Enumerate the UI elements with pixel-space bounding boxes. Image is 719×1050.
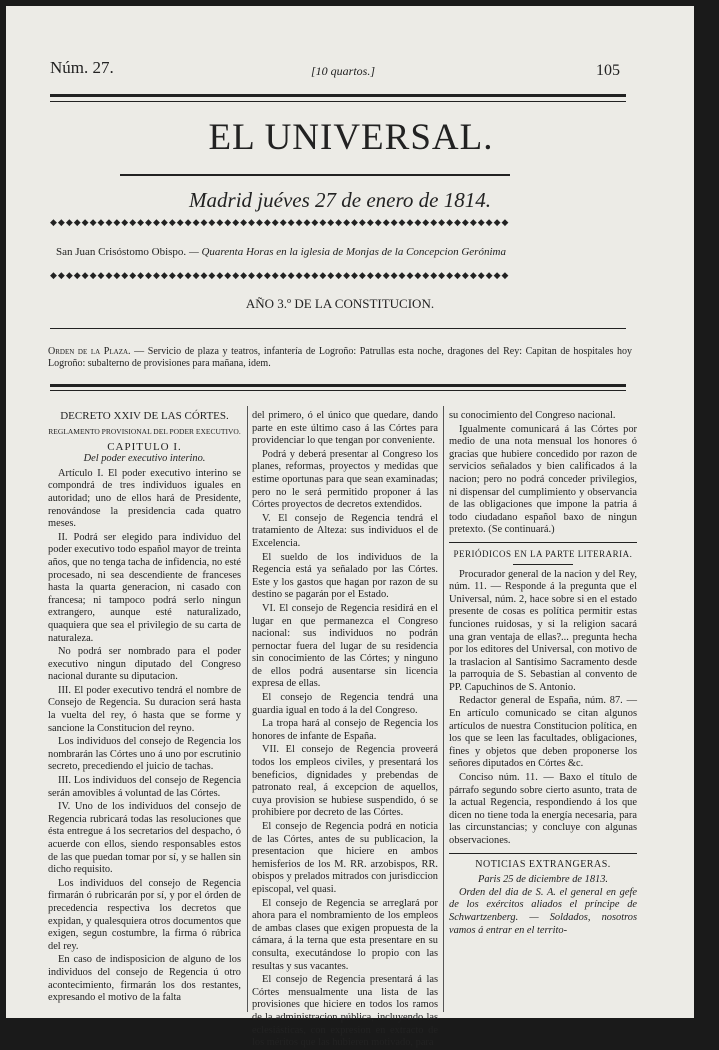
article-paragraph: III. Los individuos del consejo de Regencia serán amovibles á voluntad de las Córtes.: [48, 775, 241, 799]
periodical-review: Conciso núm. 11. — Baxo el título de párrafo segundo sobre cierto asunto, trata de la actual Regencia, respondiendo á los que dicen no tiene toda la energía necesaria, para las circunstancias; y concluye con algunas observaciones.: [449, 772, 637, 846]
section-rule: [449, 853, 637, 854]
article-paragraph: IV. Uno de los individuos del consejo de Regencia rubricará todas las resoluciones que ésta entregue á los secretarios del despacho, ó acuerde con ellos, siendo responsables estos de las que puedan tomar por sí, y se hallen sin dicho requisito.: [48, 801, 241, 876]
top-rule-thin: [50, 101, 626, 102]
article-paragraph: VI. El consejo de Regencia residirá en el lugar en que permanezca el Congreso nacional: sus individuos no podrán pernoctar fuera del lugar de su residencia sin conocimiento de las Córtes; y ninguno de ellos podrá ausentarse sin licencia expresa de ellas.: [252, 602, 438, 690]
noticias-heading: NOTICIAS EXTRANGERAS.: [475, 858, 611, 870]
periodical-review: Procurador general de la nacion y del Rey, núm. 11. — Responde á la pregunta que el Universal, núm. 2, hace sobre si en el estado presente de cosas es política permitir estas funciones ruidosas, y si la religion sacará una gran ventaja de ellas?... pregunta hecha por los editores del Universal, con motivo de la traslacion al Santísimo Sacramento desde la parroquia de S. Sebastian al convento de PP. Capuchinos de S. Antonio.: [449, 568, 637, 693]
issue-number: Núm. 27.: [50, 58, 114, 77]
column-3: [449, 410, 637, 1010]
article-paragraph: III. El poder executivo tendrá el nombre de Consejo de Regencia. Su duracion será hasta la vuelta del rey, ó hasta que se forme y sancione la Constitucion del reyno.: [48, 684, 241, 734]
article-paragraph: V. El consejo de Regencia tendrá el tratamiento de Alteza: sus individuos el de Excelencia.: [252, 512, 438, 549]
article-paragraph: El consejo de Regencia podrá en noticia de las Córtes, antes de su publicacion, la presentacion que hiciere en ambos hemisferios de los M. RR. arzobispos, RR. obispos y prelados mitrados con jurisdiccion episcopal, vel quasi.: [252, 821, 438, 895]
chapter-heading: CAPITULO I.: [107, 440, 182, 453]
column-divider-2: [443, 406, 444, 1012]
article-paragraph: II. Podrá ser elegido para individuo del poder executivo todo español mayor de treinta años, que no tenga tacha de infidencia, no esté procesado, ni sea descendiente de franceses hasta la quarta generacion, ni casado con francesa; ni tampoco podrá serlo ningun extrangero, aunque esté naturalizado, quaquiera que sea el privilegio de su carta de naturaleza.: [48, 531, 241, 644]
article-paragraph: El consejo de Regencia tendrá una guardia igual en todo á la del Congreso.: [252, 692, 438, 716]
dateline: Madrid juéves 27 de enero de 1814.: [189, 188, 491, 212]
paris-dateline: Paris 25 de diciembre de 1813.: [477, 874, 609, 886]
article-paragraph: En caso de indisposicion de alguno de los individuos del consejo de Regencia ú otro acontecimiento, firmarán los dos restantes, expresando el motivo de la falta: [48, 954, 241, 1004]
article-paragraph: No podrá ser nombrado para el poder executivo ningun diputado del Congreso nacional durante su diputacion.: [48, 646, 241, 683]
periodical-review: Redactor general de España, núm. 87. — En artículo comunicado se citan algunos artículos de nuestra Constitucion política, en los que se leen las facultades, obligaciones, fines y objetos que deben proponerse los señores diputados en Córtes &c.: [449, 695, 637, 770]
column-2: [252, 410, 438, 1049]
order-text: — Servicio de plaza y teatros, infantería de Logroño: Patrullas esta noche, dragones del Rey: Capitan de hospitales hoy Logroño: subalterno de provisiones para mañana, idem.: [48, 346, 632, 369]
body-rule-thin: [50, 390, 626, 391]
foreign-news-paragraph: Orden del dia de S. A. el general en gefe de los exércitos aliados el príncipe de Schwartzenberg. — Soldados, nosotros vamos á entrar en el territo-: [449, 886, 637, 936]
dotted-rule-2: ◆◆◆◆◆◆◆◆◆◆◆◆◆◆◆◆◆◆◆◆◆◆◆◆◆◆◆◆◆◆◆◆◆◆◆◆◆◆◆◆◆◆◆◆◆◆◆◆◆◆◆◆◆◆◆◆◆◆: [50, 270, 510, 280]
top-rule-thick: [50, 94, 626, 97]
title-rule: [120, 174, 510, 176]
article-paragraph: del primero, ó el único que quedare, dando parte en este último caso á las Córtes para providenciar lo que tengan por conveniente.: [252, 410, 438, 447]
liturgical-line: [56, 246, 636, 258]
decree-heading: DECRETO XXIV DE LAS CÓRTES.: [60, 410, 229, 422]
dotted-rule-1: ◆◆◆◆◆◆◆◆◆◆◆◆◆◆◆◆◆◆◆◆◆◆◆◆◆◆◆◆◆◆◆◆◆◆◆◆◆◆◆◆◆◆◆◆◆◆◆◆◆◆◆◆◆◆◆◆◆◆: [50, 217, 510, 227]
article-paragraph: La tropa hará al consejo de Regencia los honores de infante de España.: [252, 718, 438, 742]
article-paragraph: VII. El consejo de Regencia proveerá todos los empleos civiles, y presentará los beneficios, dignidades y prebendas de patronato real, á excepcion de aquellos, cuya provision se hubiese suspendido, ó se prohibiere por decreto de las Córtes.: [252, 744, 438, 819]
article-paragraph: El sueldo de los individuos de la Regencia está ya señalado por las Córtes. Este y los gastos que hagan por razon de su destino se pagarán por el Estado.: [252, 551, 438, 601]
order-of-plaza: [48, 346, 632, 370]
periodicos-heading: PERIÓDICOS EN LA PARTE LITERARIA.: [453, 548, 633, 559]
article-paragraph: Igualmente comunicará á las Córtes por medio de una nota mensual los honores ó gracias que hubiere concedido por razon de servicios señalados y bien calificados á la nacion; pero no podrá conceder privilegios, ni dispensar del cumplimiento y observancia de las obligaciones que impone la patria á todo ciudadano español baxo de ningun pretexto. (Se continuará.): [449, 423, 637, 536]
section-rule: [513, 564, 573, 565]
newspaper-title: EL UNIVERSAL.: [208, 117, 494, 158]
newspaper-page: [6, 6, 694, 1049]
column-1: [48, 410, 241, 1010]
article-paragraph: Los individuos del consejo de Regencia firmarán ó rubricarán por sí, y por el órden de precedencia respectiva los decretos que expidan, y qualesquiera otros documentos que exigen, segun costumbre, la firma ó rúbrica del rey.: [48, 877, 241, 952]
decree-subheading: REGLAMENTO PROVISIONAL DEL PODER EXECUTIVO.: [48, 426, 241, 436]
article-paragraph: Los individuos del consejo de Regencia los nombrarán las Córtes uno á uno por escrutinio secreto, precediendo el juicio de tachas.: [48, 736, 241, 773]
article-paragraph: El consejo de Regencia se arreglará por ahora para el nombramiento de los empleos de ambas clases que exigen propuesta de la cámara, á la terna que esta presentare en su consulta, executándose lo propio con las resultas y sus vacantes.: [252, 897, 438, 972]
article-paragraph: El consejo de Regencia presentará á las Córtes mensualmente una lista de las provisiones que hiciere en todos los ramos de la administracion pública, incluyendo las eclesiásticas, con expresion en extracto de los méritos que las hubieren motivado, para: [252, 974, 438, 1049]
article-paragraph: su conocimiento del Congreso nacional.: [449, 410, 616, 421]
section-rule: [449, 542, 637, 543]
column-divider-1: [247, 406, 248, 1012]
article-paragraph: Podrá y deberá presentar al Congreso los planes, reformas, proyectos y medidas que estime oportunas para que sean examinadas; pero no le será permitido proponer á las Córtes proyectos de decretos extendidos.: [252, 448, 438, 511]
order-label: Orden de la Plaza.: [48, 346, 131, 357]
page-number: 105: [596, 62, 620, 79]
constitution-year: AÑO 3.º DE LA CONSTITUCION.: [245, 296, 435, 311]
price: [10 quartos.]: [311, 64, 376, 78]
year-rule: [50, 328, 626, 329]
saint-of-day: San Juan Crisóstomo Obispo.: [56, 246, 187, 258]
article-paragraph: Artículo I. El poder executivo interino se compondrá de tres individuos iguales en autoridad; uno de ellos hará de Presidente, renovándose la presidencia cada quatro meses.: [48, 467, 241, 530]
chapter-title: Del poder executivo interino.: [83, 453, 206, 465]
forty-hours: — Quarenta Horas en la iglesia de Monjas de la Concepcion Gerónima: [188, 246, 506, 258]
body-rule-thick: [50, 384, 626, 387]
